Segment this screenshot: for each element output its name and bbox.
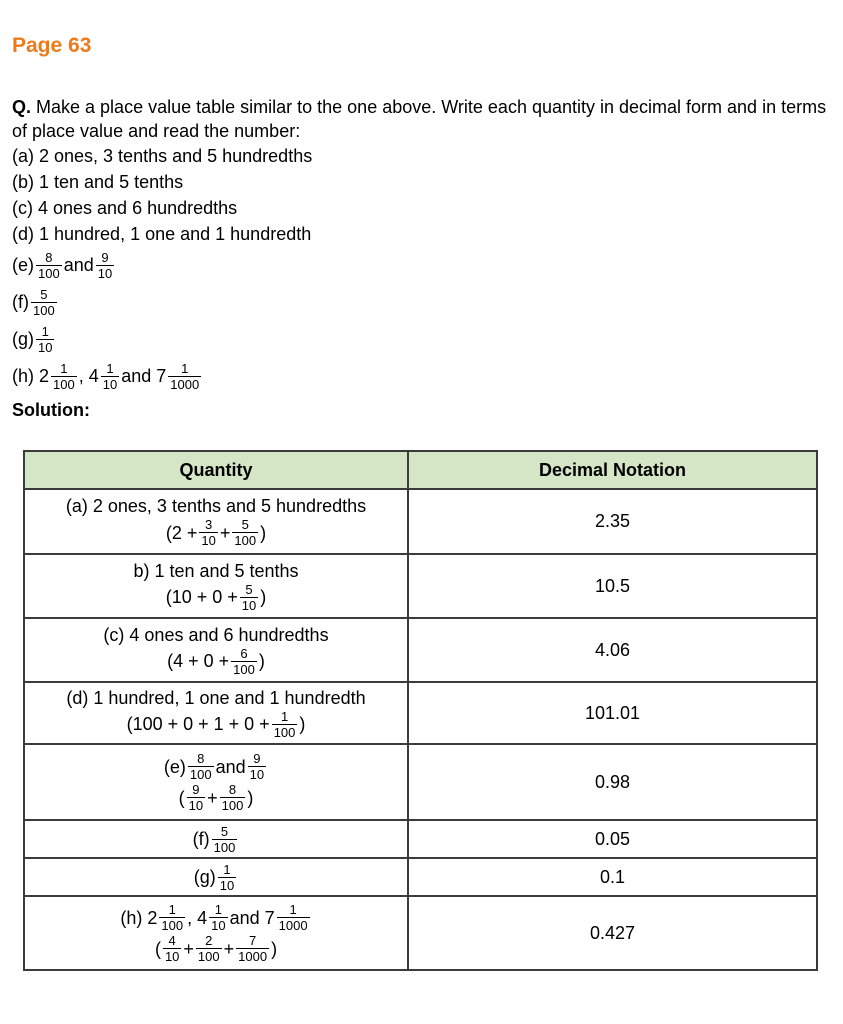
fraction xyxy=(209,902,227,933)
question-item-a: (a) 2 ones, 3 tenths and 5 hundredths xyxy=(12,146,313,166)
numerator: 1 xyxy=(181,361,189,376)
denominator: 10 xyxy=(102,377,118,392)
fraction xyxy=(163,933,181,964)
item-h-and7: and 7 xyxy=(121,366,167,386)
close-paren: ) xyxy=(247,787,254,808)
table-row xyxy=(24,858,817,896)
row-label: (e) xyxy=(163,756,186,777)
fraction xyxy=(36,250,62,281)
quantity-expression xyxy=(25,646,407,677)
quantity-cell xyxy=(24,554,408,618)
decimal-cell: 10.5 xyxy=(408,554,817,618)
denominator: 1000 xyxy=(170,377,200,392)
denominator: 100 xyxy=(189,767,212,782)
quantity-cell xyxy=(24,858,408,896)
decimal-cell: 101.01 xyxy=(408,682,817,744)
quantity-cell xyxy=(24,682,408,744)
numerator: 5 xyxy=(245,581,253,597)
denominator: 10 xyxy=(201,533,216,548)
question-item-d: (d) 1 hundred, 1 one and 1 hundredth xyxy=(12,224,312,244)
fraction xyxy=(199,517,217,548)
page-title: Page 63 xyxy=(12,34,92,57)
denominator: 100 xyxy=(233,661,255,677)
fraction xyxy=(101,361,119,392)
denominator: 100 xyxy=(273,724,296,740)
decimal-cell: 4.06 xyxy=(408,618,817,682)
quantity-expression xyxy=(25,782,407,813)
fraction xyxy=(220,782,246,813)
item-e-label: (e) xyxy=(12,255,34,275)
quantity-expression xyxy=(25,902,407,933)
denominator: 100 xyxy=(38,266,60,281)
denominator: 100 xyxy=(53,377,75,392)
table-header-row xyxy=(24,451,817,489)
denominator: 100 xyxy=(33,303,55,318)
item-g-label: (g) xyxy=(12,329,34,349)
quantity-cell xyxy=(24,744,408,820)
table-row xyxy=(24,489,817,554)
fraction xyxy=(51,361,77,392)
question-item-e xyxy=(12,247,840,284)
table-row xyxy=(24,618,817,682)
question-prefix: Q. xyxy=(12,97,32,117)
plus-sign: + xyxy=(219,522,231,543)
numerator: 8 xyxy=(45,250,53,265)
fraction xyxy=(277,902,310,933)
numerator: 1 xyxy=(223,861,231,877)
quantity-cell xyxy=(24,489,408,554)
header-quantity: Quantity xyxy=(24,451,408,489)
denominator: 10 xyxy=(164,949,180,964)
fraction xyxy=(31,287,57,318)
denominator: 10 xyxy=(219,877,235,893)
question-block xyxy=(12,95,840,395)
open-paren: ( xyxy=(178,787,185,808)
decimal-cell: 0.98 xyxy=(408,744,817,820)
numerator: 5 xyxy=(40,287,48,302)
and-word: and xyxy=(215,756,246,777)
solution-table xyxy=(23,450,818,971)
quantity-expression xyxy=(25,709,407,740)
denominator: 100 xyxy=(161,918,184,933)
numerator: 1 xyxy=(214,902,222,917)
and-seven: and 7 xyxy=(229,907,275,928)
comma: , xyxy=(78,366,84,386)
numerator: 4 xyxy=(168,933,176,948)
solution-label: Solution: xyxy=(12,400,90,420)
numerator: 1 xyxy=(289,902,297,917)
decimal-cell: 0.427 xyxy=(408,896,817,970)
close-paren: ) xyxy=(299,714,306,734)
denominator: 10 xyxy=(188,798,204,813)
plus-sign: + xyxy=(207,787,218,808)
fraction xyxy=(231,646,257,677)
numerator: 1 xyxy=(41,324,49,339)
numerator: 1 xyxy=(168,902,176,917)
quantity-text: (a) 2 ones, 3 tenths and 5 hundredths xyxy=(65,496,367,516)
fraction xyxy=(236,933,269,964)
item-h-label: (h) 2 xyxy=(12,366,50,386)
and-word: and xyxy=(63,255,94,275)
table-row xyxy=(24,682,817,744)
close-paren: ) xyxy=(258,651,265,671)
quantity-text: b) 1 ten and 5 tenths xyxy=(133,560,299,581)
question-item-f xyxy=(12,284,840,321)
comma: , xyxy=(187,907,193,928)
quantity-expression xyxy=(25,862,407,893)
denominator: 10 xyxy=(249,767,265,782)
fraction xyxy=(159,902,185,933)
quantity-expression xyxy=(25,582,407,613)
numerator: 8 xyxy=(197,751,205,766)
decimal-cell: 0.05 xyxy=(408,820,817,858)
denominator: 100 xyxy=(221,798,244,813)
question-item-b: (b) 1 ten and 5 tenths xyxy=(12,172,184,192)
row-mid: 4 xyxy=(197,907,208,928)
numerator: 5 xyxy=(220,823,229,839)
row-label: (f) xyxy=(192,829,210,849)
quantity-cell xyxy=(24,618,408,682)
decimal-cell: 0.1 xyxy=(408,858,817,896)
plus-sign: + xyxy=(223,938,235,959)
expr-text: (10 + 0 + xyxy=(165,587,238,607)
numerator: 3 xyxy=(205,517,213,532)
close-paren: ) xyxy=(271,938,278,959)
quantity-text: (c) 4 ones and 6 hundredths xyxy=(103,624,329,645)
item-h-mid: 4 xyxy=(88,366,99,386)
denominator: 100 xyxy=(213,839,236,855)
denominator: 10 xyxy=(241,597,257,613)
fraction xyxy=(218,862,236,893)
table-row xyxy=(24,896,817,970)
fraction xyxy=(187,782,205,813)
fraction xyxy=(36,324,54,355)
numerator: 1 xyxy=(280,708,289,724)
question-item-g xyxy=(12,321,840,358)
numerator: 9 xyxy=(253,751,261,766)
numerator: 5 xyxy=(241,517,249,532)
denominator: 100 xyxy=(234,533,257,548)
numerator: 7 xyxy=(248,933,257,948)
numerator: 9 xyxy=(101,250,109,265)
question-text xyxy=(12,95,840,143)
denominator: 100 xyxy=(197,949,220,964)
row-label: (g) xyxy=(193,867,216,887)
numerator: 1 xyxy=(106,361,114,376)
question-item-c: (c) 4 ones and 6 hundredths xyxy=(12,198,238,218)
denominator: 10 xyxy=(38,340,53,355)
close-paren: ) xyxy=(260,522,267,543)
denominator: 10 xyxy=(211,918,226,933)
quantity-expression xyxy=(25,517,407,548)
fraction xyxy=(240,582,258,613)
numerator: 9 xyxy=(192,782,200,797)
row-label: (h) 2 xyxy=(120,907,158,928)
fraction xyxy=(188,751,214,782)
quantity-cell xyxy=(24,820,408,858)
quantity-expression xyxy=(25,751,407,782)
header-decimal: Decimal Notation xyxy=(408,451,817,489)
quantity-text: (d) 1 hundred, 1 one and 1 hundredth xyxy=(66,687,366,708)
open-paren: ( xyxy=(154,938,161,959)
question-body: Make a place value table similar to the one above. Write each quantity in decimal form and in terms of place value and read the number: xyxy=(12,97,827,141)
question-item-h xyxy=(12,358,840,395)
fraction xyxy=(232,517,258,548)
table-row xyxy=(24,554,817,618)
table-row xyxy=(24,820,817,858)
numerator: 6 xyxy=(240,645,248,661)
denominator: 1000 xyxy=(238,949,268,964)
denominator: 1000 xyxy=(278,918,308,933)
quantity-expression xyxy=(25,933,407,964)
denominator: 10 xyxy=(97,266,113,281)
fraction xyxy=(96,250,114,281)
quantity-cell xyxy=(24,896,408,970)
expr-text: (100 + 0 + 1 + 0 + xyxy=(126,714,270,734)
quantity-expression xyxy=(25,824,407,855)
numerator: 8 xyxy=(228,782,237,797)
table-row xyxy=(24,744,817,820)
fraction xyxy=(248,751,266,782)
plus-sign: + xyxy=(183,938,194,959)
fraction xyxy=(196,933,222,964)
fraction xyxy=(272,709,298,740)
numerator: 1 xyxy=(60,361,68,376)
expr-text: (4 + 0 + xyxy=(167,651,230,671)
close-paren: ) xyxy=(260,587,267,607)
fraction xyxy=(212,824,238,855)
item-f-label: (f) xyxy=(12,292,29,312)
numerator: 2 xyxy=(205,933,213,948)
expr-text: (2 + xyxy=(165,522,198,543)
fraction xyxy=(168,361,201,392)
decimal-cell: 2.35 xyxy=(408,489,817,554)
